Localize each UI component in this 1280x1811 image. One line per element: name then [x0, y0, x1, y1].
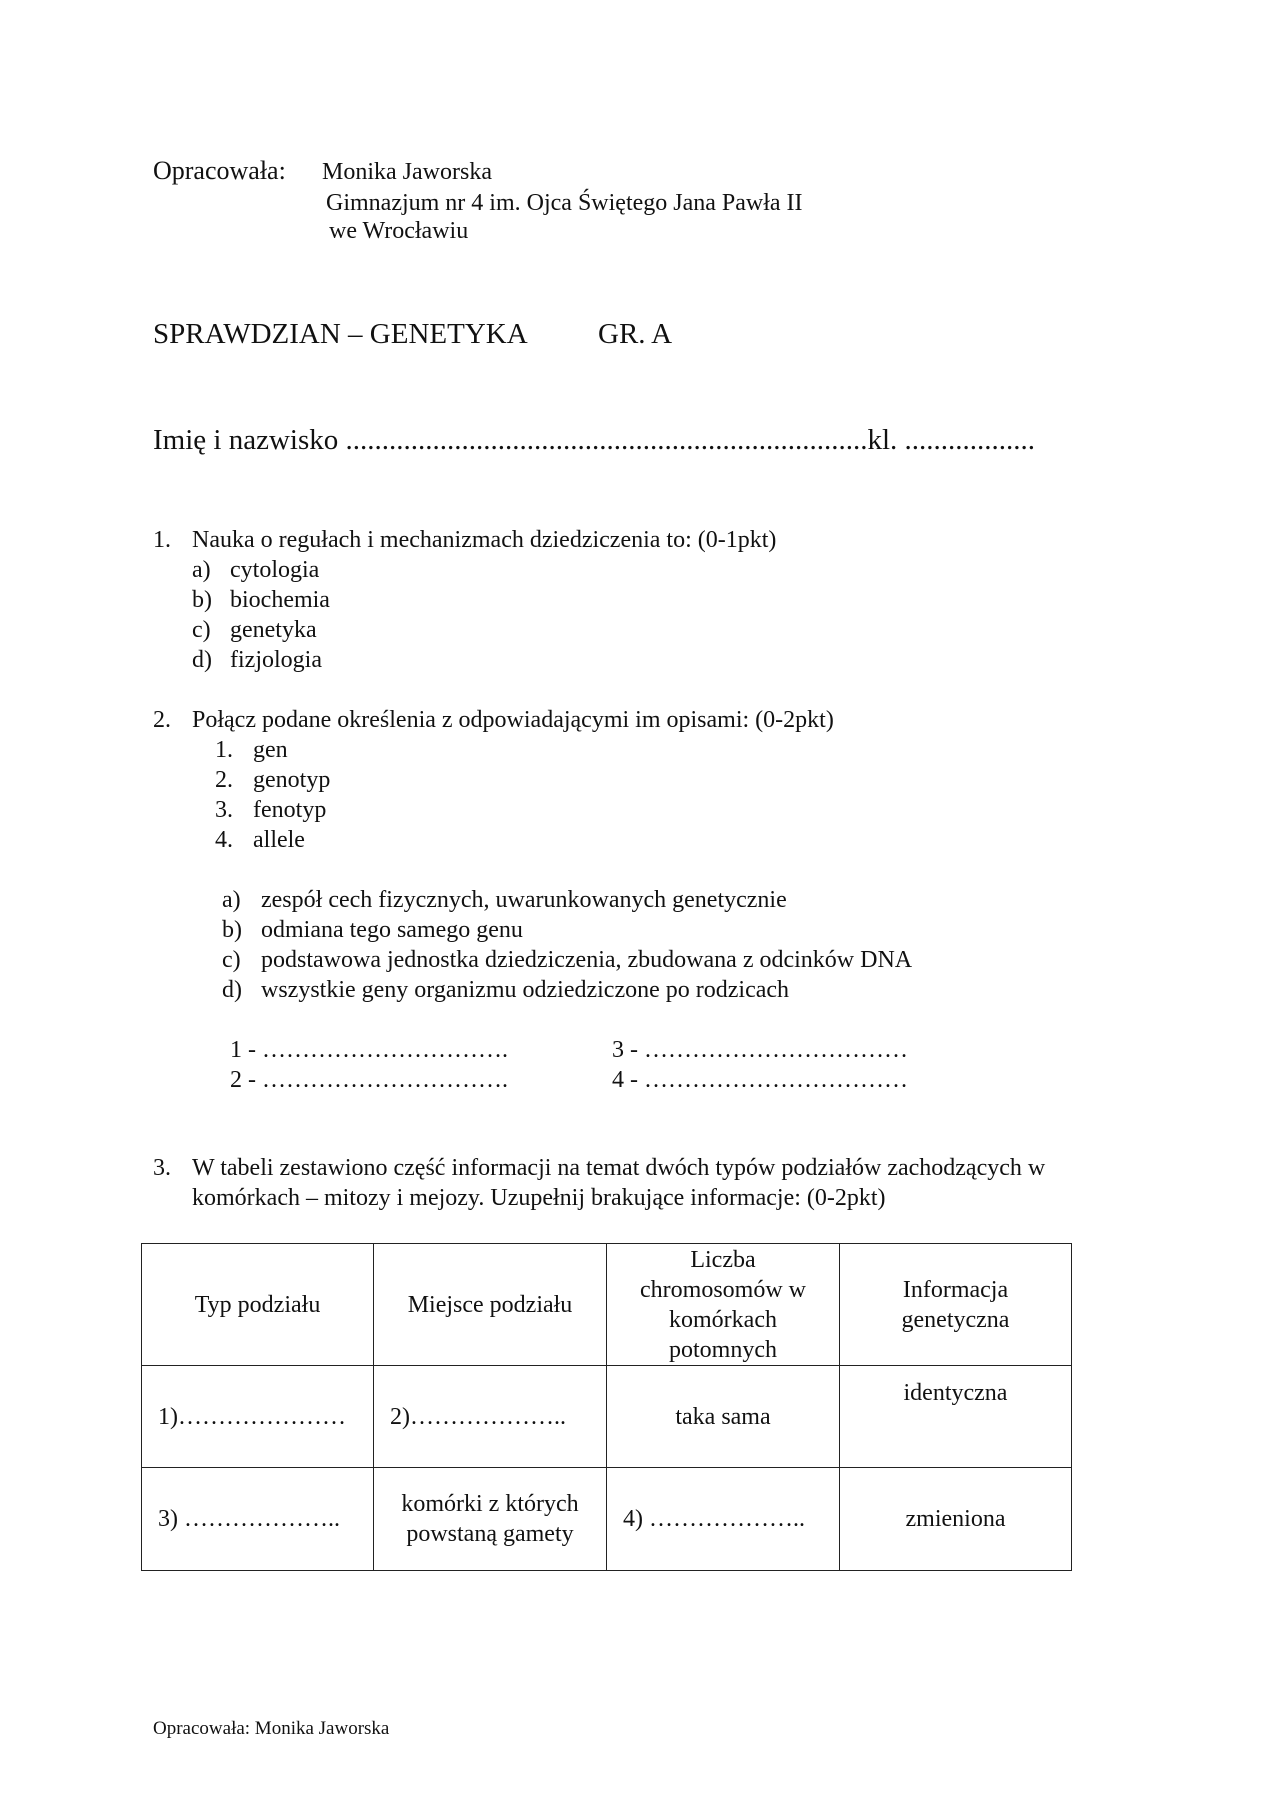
question-3-text-line2: komórkach – mitozy i mejozy. Uzupełnij brakujące informacje: (0-2pkt) — [192, 1185, 886, 1211]
q1-option-letter: c) — [192, 617, 211, 643]
q2-description: odmiana tego samego genu — [261, 917, 523, 943]
table-header-cell: Informacja genetyczna — [840, 1244, 1072, 1366]
q2-description: zespół cech fizycznych, uwarunkowanych genetycznie — [261, 887, 787, 913]
question-2-text: Połącz podane określenia z odpowiadającymi im opisami: (0-2pkt) — [192, 707, 834, 733]
q1-option-letter: b) — [192, 587, 212, 613]
q1-option-a[interactable]: cytologia — [230, 557, 320, 583]
q1-option-b[interactable]: biochemia — [230, 587, 330, 613]
table-header-cell: Miejsce podziału — [374, 1244, 607, 1366]
q2-term: gen — [253, 737, 288, 763]
table-cell: komórki z których powstaną gamety — [374, 1468, 607, 1571]
table-header-row — [142, 1244, 1072, 1366]
table-header-cell: Typ podziału — [142, 1244, 374, 1366]
q2-description-letter: c) — [222, 947, 241, 973]
table-cell-blank-1[interactable]: 1)………………… — [142, 1366, 374, 1468]
table-header-cell: Liczba chromosomów w komórkach potomnych — [607, 1244, 840, 1366]
table-cell-blank-4[interactable]: 4) ……………….. — [607, 1468, 840, 1571]
school-name: Gimnazjum nr 4 im. Ojca Świętego Jana Pawła II — [326, 190, 803, 216]
q2-answer-4[interactable]: 4 - …………………………… — [612, 1067, 908, 1093]
table-cell: taka sama — [607, 1366, 840, 1468]
test-group: GR. A — [598, 318, 673, 350]
q2-answer-3[interactable]: 3 - …………………………… — [612, 1037, 908, 1063]
test-title: SPRAWDZIAN – GENETYKA — [153, 318, 528, 350]
class-field[interactable]: .................. — [904, 424, 1036, 456]
q1-option-letter: d) — [192, 647, 212, 673]
question-1-text: Nauka o regułach i mechanizmach dziedziczenia to: (0-1pkt) — [192, 527, 777, 553]
q2-description: podstawowa jednostka dziedziczenia, zbudowana z odcinków DNA — [261, 947, 913, 973]
name-label: Imię i nazwisko — [153, 424, 339, 456]
q2-term: genotyp — [253, 767, 331, 793]
name-field[interactable]: ........................................................................ — [345, 424, 868, 456]
q2-answer-1[interactable]: 1 - …………………………. — [230, 1037, 508, 1063]
table-cell: identyczna — [840, 1366, 1072, 1468]
footer-author: Opracowała: Monika Jaworska — [153, 1718, 390, 1739]
class-label: kl. — [867, 424, 898, 456]
q2-description-letter: a) — [222, 887, 241, 913]
q2-term-number: 3. — [215, 797, 233, 823]
question-2-number: 2. — [153, 707, 171, 733]
q1-option-c[interactable]: genetyka — [230, 617, 317, 643]
q2-term-number: 2. — [215, 767, 233, 793]
q1-option-d[interactable]: fizjologia — [230, 647, 322, 673]
table-row — [142, 1468, 1072, 1571]
q2-description-letter: b) — [222, 917, 242, 943]
q1-option-letter: a) — [192, 557, 211, 583]
author-name: Monika Jaworska — [322, 159, 492, 185]
division-table — [141, 1243, 1072, 1571]
table-row — [142, 1366, 1072, 1468]
table-cell-blank-2[interactable]: 2)……………….. — [374, 1366, 607, 1468]
name-line — [153, 424, 1035, 457]
question-1-number: 1. — [153, 527, 171, 553]
school-city: we Wrocławiu — [329, 218, 469, 244]
q2-description: wszystkie geny organizmu odziedziczone po rodzicach — [261, 977, 790, 1003]
q2-term: allele — [253, 827, 305, 853]
q2-term-number: 1. — [215, 737, 233, 763]
question-3-number: 3. — [153, 1155, 171, 1181]
table-cell-blank-3[interactable]: 3) ……………….. — [142, 1468, 374, 1571]
q2-description-letter: d) — [222, 977, 242, 1003]
q2-term: fenotyp — [253, 797, 327, 823]
author-label: Opracowała: — [153, 156, 286, 185]
question-3-text-line1: W tabeli zestawiono część informacji na temat dwóch typów podziałów zachodzących w — [192, 1155, 1046, 1181]
table-cell: zmieniona — [840, 1468, 1072, 1571]
q2-answer-2[interactable]: 2 - …………………………. — [230, 1067, 508, 1093]
q2-term-number: 4. — [215, 827, 233, 853]
